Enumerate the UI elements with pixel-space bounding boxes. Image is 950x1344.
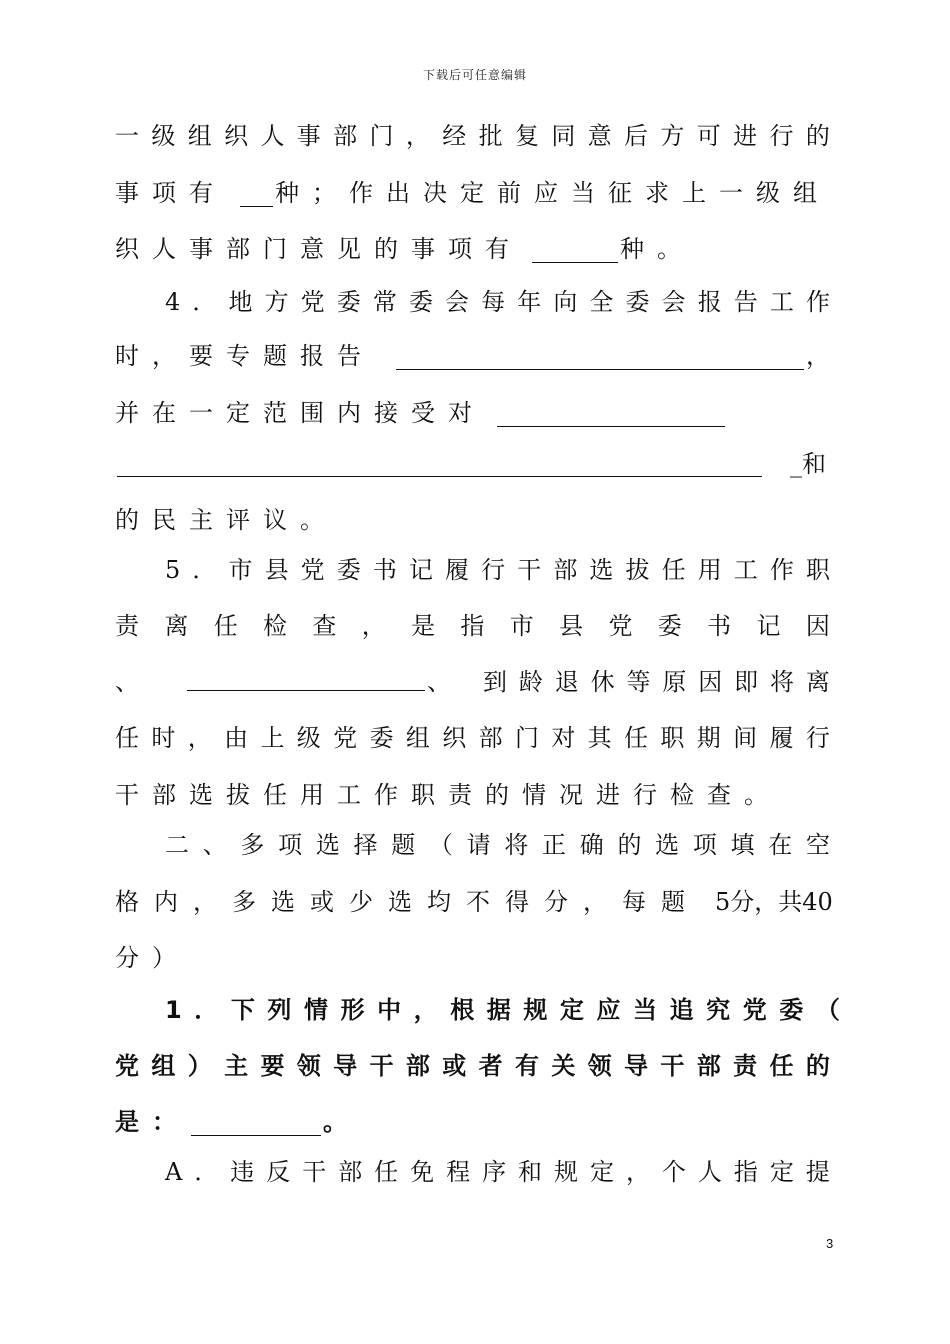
fill-blank-1[interactable] — [240, 180, 273, 207]
text-line-9: 5 ． 市 县 党 委 书 记 履 行 干 部 选 拔 任 用 工 作 职 — [165, 556, 830, 584]
text-line-3-part-1: 织 人 事 部 门 意 见 的 事 项 有 — [115, 235, 509, 263]
question-1-line-3 — [115, 1102, 830, 1142]
fill-blank-4[interactable] — [497, 400, 725, 427]
text-line-11-part-3: 到 龄 退 休 等 原 因 即 将 离 — [483, 668, 830, 696]
text-line-14: 二 、 多 项 选 择 题 （ 请 将 正 确 的 选 项 填 在 空 — [165, 831, 830, 859]
text-line-15 — [115, 882, 833, 922]
text-line-15-part-1: 格 内 ， 多 选 或 少 选 均 不 得 分 ， 每 题 — [115, 888, 685, 916]
text-line-5 — [115, 336, 830, 376]
fill-blank-3[interactable] — [396, 343, 804, 370]
text-line-2-part-1: 事 项 有 — [115, 179, 213, 207]
option-a-line-1: A ． 违 反 干 部 任 免 程 序 和 规 定 ， 个 人 指 定 提 — [165, 1158, 830, 1186]
text-line-13 — [115, 775, 830, 815]
text-line-15-part-2: 5 分 ， 共 40 — [715, 888, 833, 916]
text-line-8 — [115, 500, 830, 540]
text-line-7 — [115, 444, 830, 484]
text-line-11-part-2: 、 — [427, 668, 451, 696]
text-line-3-part-2: 种 。 — [620, 235, 681, 263]
question-1-line-3-part-2: 。 — [323, 1108, 347, 1136]
text-line-5-part-2: ， — [806, 342, 830, 370]
text-line-7-part-2: _和 — [790, 450, 826, 478]
fill-blank-2[interactable] — [532, 236, 618, 263]
text-line-1: 一 级 组 织 人 事 部 门 ， 经 批 复 同 意 后 方 可 进 行 的 — [115, 122, 830, 150]
fill-blank-6[interactable] — [187, 664, 425, 691]
text-line-2 — [115, 173, 830, 213]
text-line-2-part-2: 种 ； 作 出 决 定 前 应 当 征 求 上 一 级 组 — [275, 179, 817, 207]
text-line-13-part-1: 干 部 选 拔 任 用 工 作 职 责 的 情 况 进 行 检 查 。 — [115, 781, 768, 809]
text-line-16-part-1: 分 ） — [115, 944, 176, 972]
question-1-line-2: 党 组 ） 主 要 领 导 干 部 或 者 有 关 领 导 干 部 责 任 的 — [115, 1052, 830, 1080]
text-line-11-part-1: 、 — [115, 668, 139, 696]
page-number: 3 — [826, 1236, 834, 1251]
fill-blank-5[interactable] — [117, 450, 762, 477]
text-line-5-part-1: 时 ， 要 专 题 报 告 — [115, 342, 361, 370]
text-line-12: 任 时 ， 由 上 级 党 委 组 织 部 门 对 其 任 职 期 间 履 行 — [115, 724, 830, 752]
text-line-10: 责 离 任 检 查 ， 是 指 市 县 党 委 书 记 因 — [115, 612, 830, 640]
text-line-4: 4 ． 地 方 党 委 常 委 会 每 年 向 全 委 会 报 告 工 作 — [165, 288, 830, 316]
text-line-6 — [115, 393, 830, 433]
text-line-8-part-1: 的 民 主 评 议 。 — [115, 506, 324, 534]
text-line-16 — [115, 938, 830, 978]
text-line-11 — [115, 662, 830, 702]
fill-blank-7[interactable] — [191, 1109, 321, 1136]
text-line-3 — [115, 229, 830, 269]
question-1-line-3-part-1: 是 ： — [115, 1108, 176, 1136]
question-1-line-1: 1 ． 下 列 情 形 中 ， 根 据 规 定 应 当 追 究 党 委 （ — [165, 996, 840, 1024]
text-line-6-part-1: 并 在 一 定 范 围 内 接 受 对 — [115, 399, 472, 427]
page-header: 下载后可任意编辑 — [422, 68, 527, 82]
